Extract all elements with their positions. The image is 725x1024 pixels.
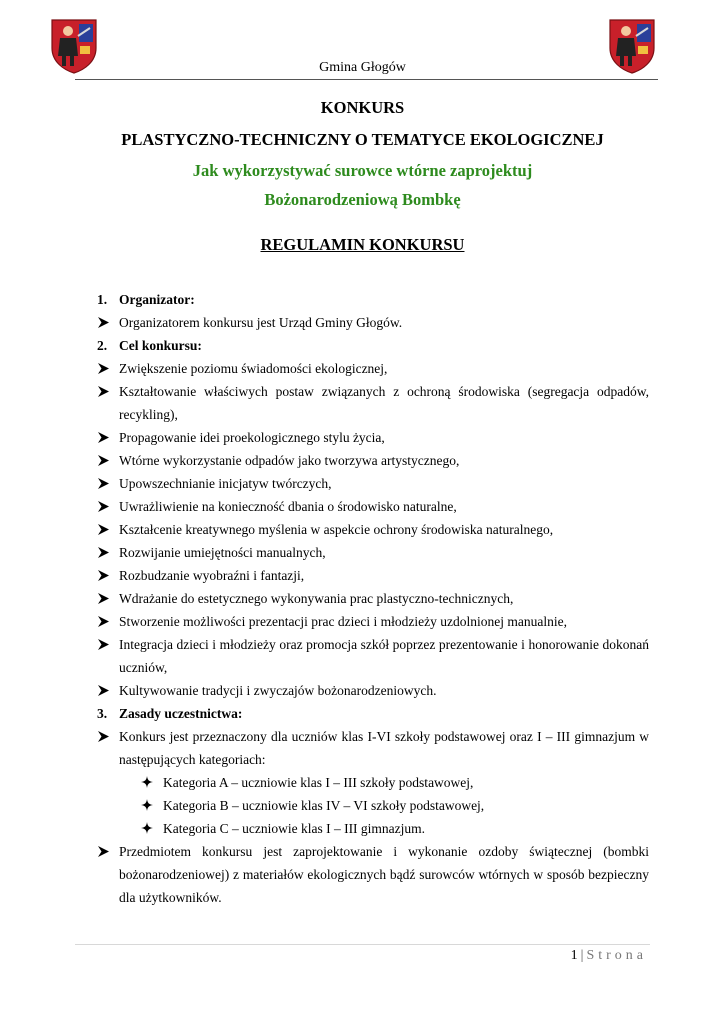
list-item-text: Kształtowanie właściwych postaw związanych z ochroną środowiska (segregacja odpadów, recykling), bbox=[119, 384, 649, 422]
list-item bbox=[97, 633, 649, 679]
section-heading bbox=[97, 288, 649, 311]
list-item bbox=[97, 541, 649, 564]
list-item-text: Upowszechnianie inicjatyw twórczych, bbox=[119, 476, 332, 491]
list-item-text: Uwrażliwienie na konieczność dbania o środowisko naturalne, bbox=[119, 499, 457, 514]
list-item bbox=[97, 840, 649, 909]
heading-regulamin: REGULAMIN KONKURSU bbox=[260, 235, 465, 254]
heading-konkurs: KONKURS bbox=[320, 98, 405, 117]
list-item bbox=[97, 449, 649, 472]
category-item bbox=[97, 794, 649, 817]
list-item-text: Kultywowanie tradycji i zwyczajów bożonarodzeniowych. bbox=[119, 683, 437, 698]
category-text: Kategoria B – uczniowie klas IV – VI szkoły podstawowej, bbox=[163, 798, 485, 813]
list-item bbox=[97, 610, 649, 633]
section-number: 2. bbox=[97, 338, 108, 353]
list-item bbox=[97, 357, 649, 380]
list-item-text: Zwiększenie poziomu świadomości ekologicznej, bbox=[119, 361, 388, 376]
list-item bbox=[97, 472, 649, 495]
list-item-text: Propagowanie idei proekologicznego stylu życia, bbox=[119, 430, 385, 445]
list-item-text: Konkurs jest przeznaczony dla uczniów klas I-VI szkoły podstawowej oraz I – III gimnazjum w następujących kategoriach: bbox=[119, 729, 649, 767]
list-item bbox=[97, 725, 649, 771]
footer-separator: | bbox=[580, 948, 584, 963]
heading-competition-type: PLASTYCZNO-TECHNICZNY O TEMATYCE EKOLOGICZNEJ bbox=[121, 130, 604, 149]
category-item bbox=[97, 817, 649, 840]
footer-divider bbox=[75, 944, 650, 945]
category-item bbox=[97, 771, 649, 794]
page-number: 1 bbox=[570, 948, 578, 963]
list-item-text: Rozbudzanie wyobraźni i fantazji, bbox=[119, 568, 305, 583]
list-item bbox=[97, 679, 649, 702]
list-item-text: Wtórne wykorzystanie odpadów jako tworzywa artystycznego, bbox=[119, 453, 460, 468]
heading-subtitle-1: Jak wykorzystywać surowce wtórne zaprojektuj bbox=[192, 161, 533, 180]
section-number: 3. bbox=[97, 706, 108, 721]
list-item-text: Wdrażanie do estetycznego wykonywania prac plastyczno-technicznych, bbox=[119, 591, 514, 606]
section-title: Organizator: bbox=[119, 292, 195, 307]
list-item-text: Stworzenie możliwości prezentacji prac dzieci i młodzieży uzdolnionej manualnie, bbox=[119, 614, 567, 629]
list-item-text: Organizatorem konkursu jest Urząd Gminy Głogów. bbox=[119, 315, 403, 330]
section-title: Cel konkursu: bbox=[119, 338, 202, 353]
category-text: Kategoria A – uczniowie klas I – III szkoły podstawowej, bbox=[163, 775, 474, 790]
page-footer bbox=[571, 948, 647, 964]
list-item-text: Rozwijanie umiejętności manualnych, bbox=[119, 545, 326, 560]
list-item bbox=[97, 518, 649, 541]
list-item-text: Przedmiotem konkursu jest zaprojektowanie i wykonanie ozdoby świątecznej (bombki bożonarodzeniowej) z materiałów ekologicznych bądź surowców wtórnych w sposób bezpieczny dla użytkowników. bbox=[119, 844, 649, 905]
section-heading bbox=[97, 334, 649, 357]
list-item bbox=[97, 564, 649, 587]
header-divider bbox=[75, 79, 658, 80]
list-item bbox=[97, 311, 649, 334]
list-item bbox=[97, 495, 649, 518]
regulations-body bbox=[97, 288, 649, 909]
list-item bbox=[97, 380, 649, 426]
page-word: Strona bbox=[586, 948, 647, 963]
section-heading bbox=[97, 702, 649, 725]
list-item-text: Kształcenie kreatywnego myślenia w aspekcie ochrony środowiska naturalnego, bbox=[119, 522, 554, 537]
section-number: 1. bbox=[97, 292, 108, 307]
header-title: Gmina Głogów bbox=[319, 60, 406, 75]
section-title: Zasady uczestnictwa: bbox=[119, 706, 243, 721]
heading-subtitle-2: Bożonarodzeniową Bombkę bbox=[264, 190, 461, 209]
list-item bbox=[97, 587, 649, 610]
list-item-text: Integracja dzieci i młodzieży oraz promocja szkół poprzez prezentowanie i honorowanie dokonań uczniów, bbox=[119, 637, 649, 675]
list-item bbox=[97, 426, 649, 449]
category-text: Kategoria C – uczniowie klas I – III gimnazjum. bbox=[163, 821, 426, 836]
